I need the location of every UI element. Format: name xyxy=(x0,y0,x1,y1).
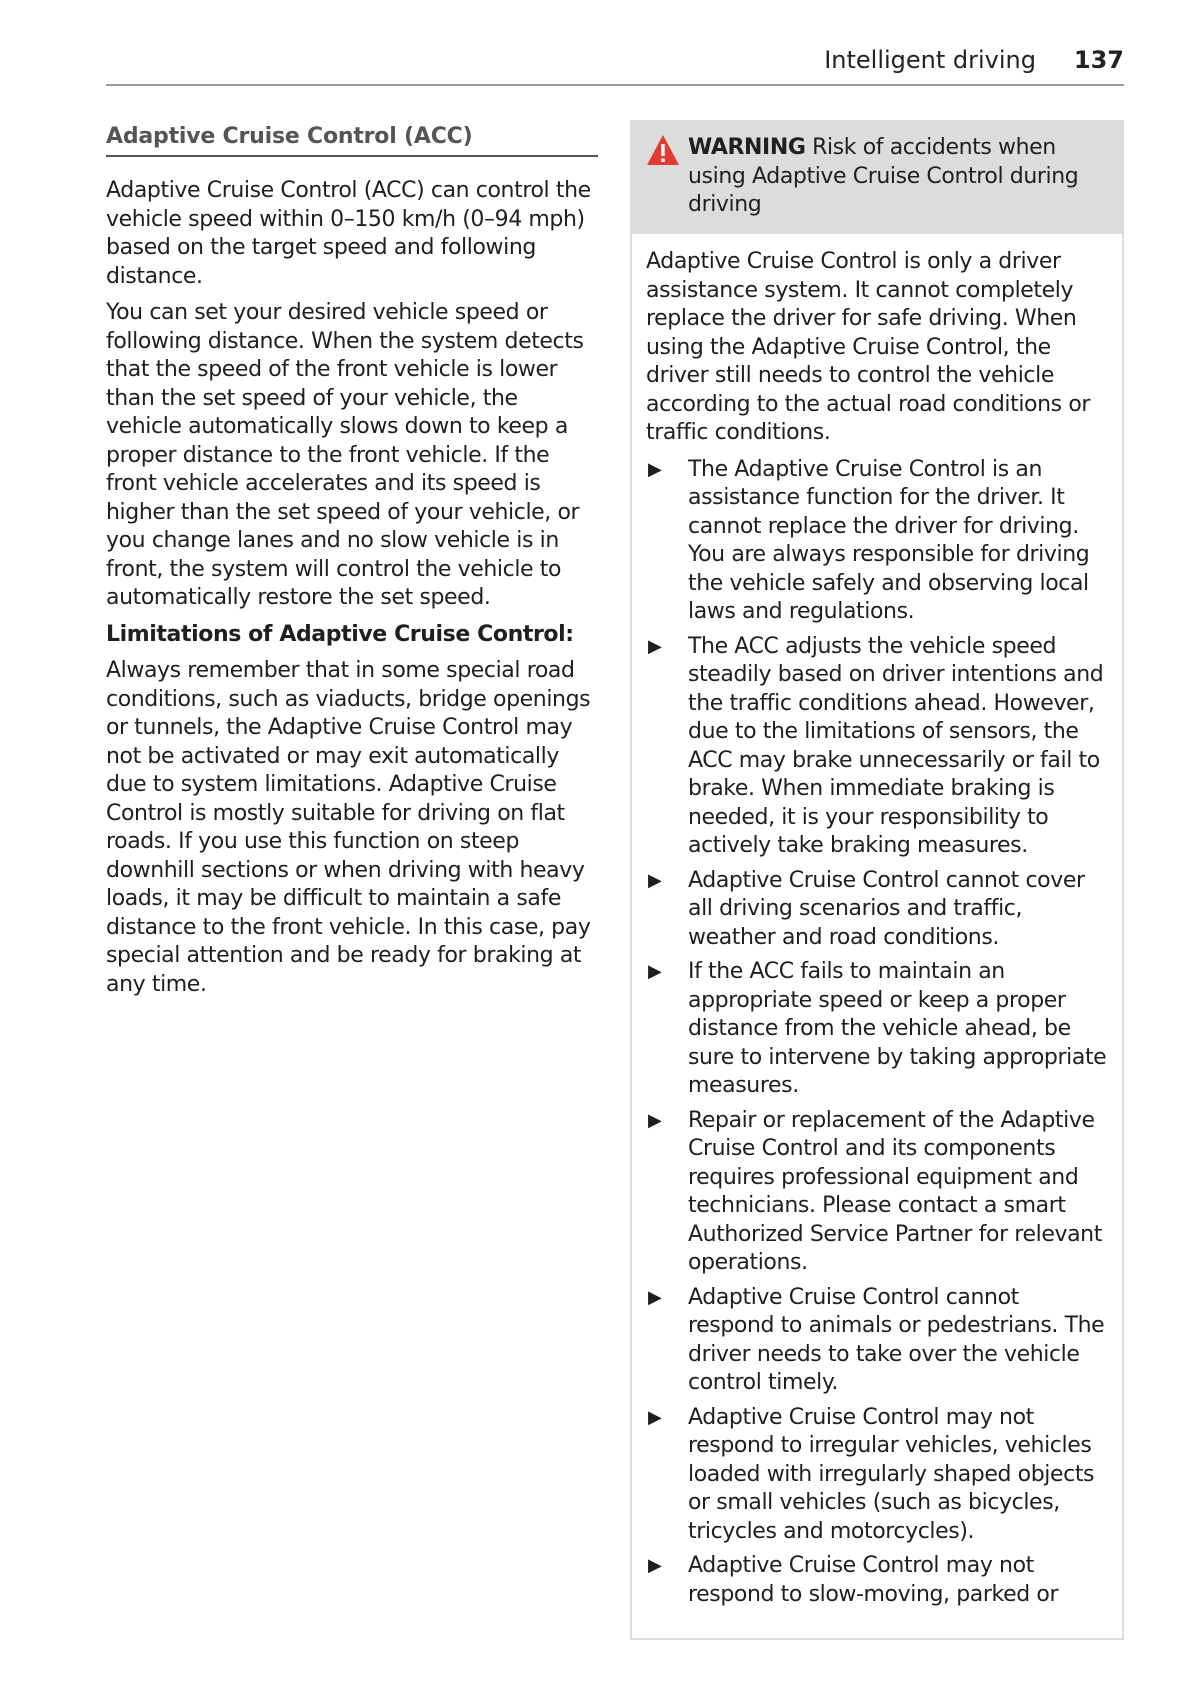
warning-bullet xyxy=(646,1107,1108,1278)
bullet-arrow-icon: ▶ xyxy=(648,635,662,657)
bullet-arrow-icon: ▶ xyxy=(648,1555,662,1576)
warning-bullet-text: Adaptive Cruise Control may not respond to irregular vehicles, vehicles loaded with irregularly shaped objects or small vehicles (such as bicycles, tricycles and motorcycles). xyxy=(688,1404,1095,1544)
warning-bullet-text: Adaptive Cruise Control cannot respond to animals or pedestrians. The driver needs to take over the vehicle control timely. xyxy=(688,1284,1105,1395)
page-header xyxy=(106,44,1124,86)
warning-bullet xyxy=(646,633,1108,861)
bullet-arrow-icon: ▶ xyxy=(648,1286,662,1308)
function-paragraph: You can set your desired vehicle speed or following distance. When the system detects that the speed of the front vehicle is lower than the set speed of your vehicle, the vehicle automatically slows down to keep a proper distance to the front vehicle. If the front vehicle accelerates and its speed is higher than the set speed of your vehicle, or you change lanes and no slow vehicle is in front, the system will control the vehicle to automatically restore the set speed. xyxy=(106,300,584,610)
left-column xyxy=(106,124,598,1007)
warning-box xyxy=(630,120,1124,1640)
bullet-arrow-icon: ▶ xyxy=(648,1406,662,1428)
bullet-arrow-icon: ▶ xyxy=(648,961,662,982)
warning-label: WARNING xyxy=(688,135,806,160)
warning-header xyxy=(632,122,1122,234)
warning-title-text: Risk of accidents when using Adaptive Cruise Control during driving xyxy=(688,135,1079,217)
warning-bullet-text: Adaptive Cruise Control cannot cover all driving scenarios and traffic, weather and road conditions. xyxy=(688,867,1085,950)
warning-triangle-icon xyxy=(646,134,680,166)
warning-body xyxy=(632,234,1122,1609)
warning-bullet xyxy=(646,958,1108,1101)
warning-bullet xyxy=(646,1552,1108,1609)
warning-bullet-text: If the ACC fails to maintain an appropriate speed or keep a proper distance from the vehicle ahead, be sure to intervene by taking appropriate measures. xyxy=(688,959,1107,1098)
bullet-arrow-icon: ▶ xyxy=(648,1109,662,1131)
bullet-arrow-icon: ▶ xyxy=(648,869,662,891)
page-number: 137 xyxy=(1073,46,1124,74)
warning-bullet-text: The ACC adjusts the vehicle speed steadily based on driver intentions and the traffic conditions ahead. However, due to the limitations of sensors, the ACC may brake unnecessarily or fail to brake. When immediate braking is needed, it is your responsibility to actively take braking measures. xyxy=(688,633,1104,858)
intro-paragraph: Adaptive Cruise Control (ACC) can control the vehicle speed within 0–150 km/h (0–94 mph) based on the target speed and following distance. xyxy=(106,178,591,289)
warning-bullet-text: Repair or replacement of the Adaptive Cruise Control and its components requires professional equipment and technicians. Please contact a smart Authorized Service Partner for relevant operations. xyxy=(688,1107,1102,1275)
limitations-paragraph: Always remember that in some special road conditions, such as viaducts, bridge openings or tunnels, the Adaptive Cruise Control may not be activated or may exit automatically due to system limitations. Adaptive Cruise Control is mostly suitable for driving on flat roads. If you use this function on steep downhill sections or when driving with heavy loads, it may be difficult to maintain a safe distance to the front vehicle. In this case, pay special attention and be ready for braking at any time. xyxy=(106,658,591,997)
warning-title xyxy=(688,134,1110,220)
warning-intro: Adaptive Cruise Control is only a driver assistance system. It cannot completely replace the driver for safe driving. When using the Adaptive Cruise Control, the driver still needs to control the vehicle according to the actual road conditions or traffic conditions. xyxy=(646,249,1091,445)
warning-bullet xyxy=(646,1284,1108,1398)
warning-bullet-text: The Adaptive Cruise Control is an assistance function for the driver. It cannot replace the driver for driving. You are always responsible for driving the vehicle safely and observing local laws and regulations. xyxy=(688,456,1090,624)
limitations-heading: Limitations of Adaptive Cruise Control: xyxy=(106,621,574,647)
section-title: Adaptive Cruise Control (ACC) xyxy=(106,124,598,157)
warning-bullet-text: Adaptive Cruise Control may not respond to slow-moving, parked or xyxy=(688,1553,1059,1607)
warning-bullet xyxy=(646,867,1108,953)
header-section-title: Intelligent driving xyxy=(824,46,1036,74)
bullet-arrow-icon: ▶ xyxy=(648,458,662,480)
warning-bullet xyxy=(646,1404,1108,1547)
warning-bullet xyxy=(646,456,1108,627)
